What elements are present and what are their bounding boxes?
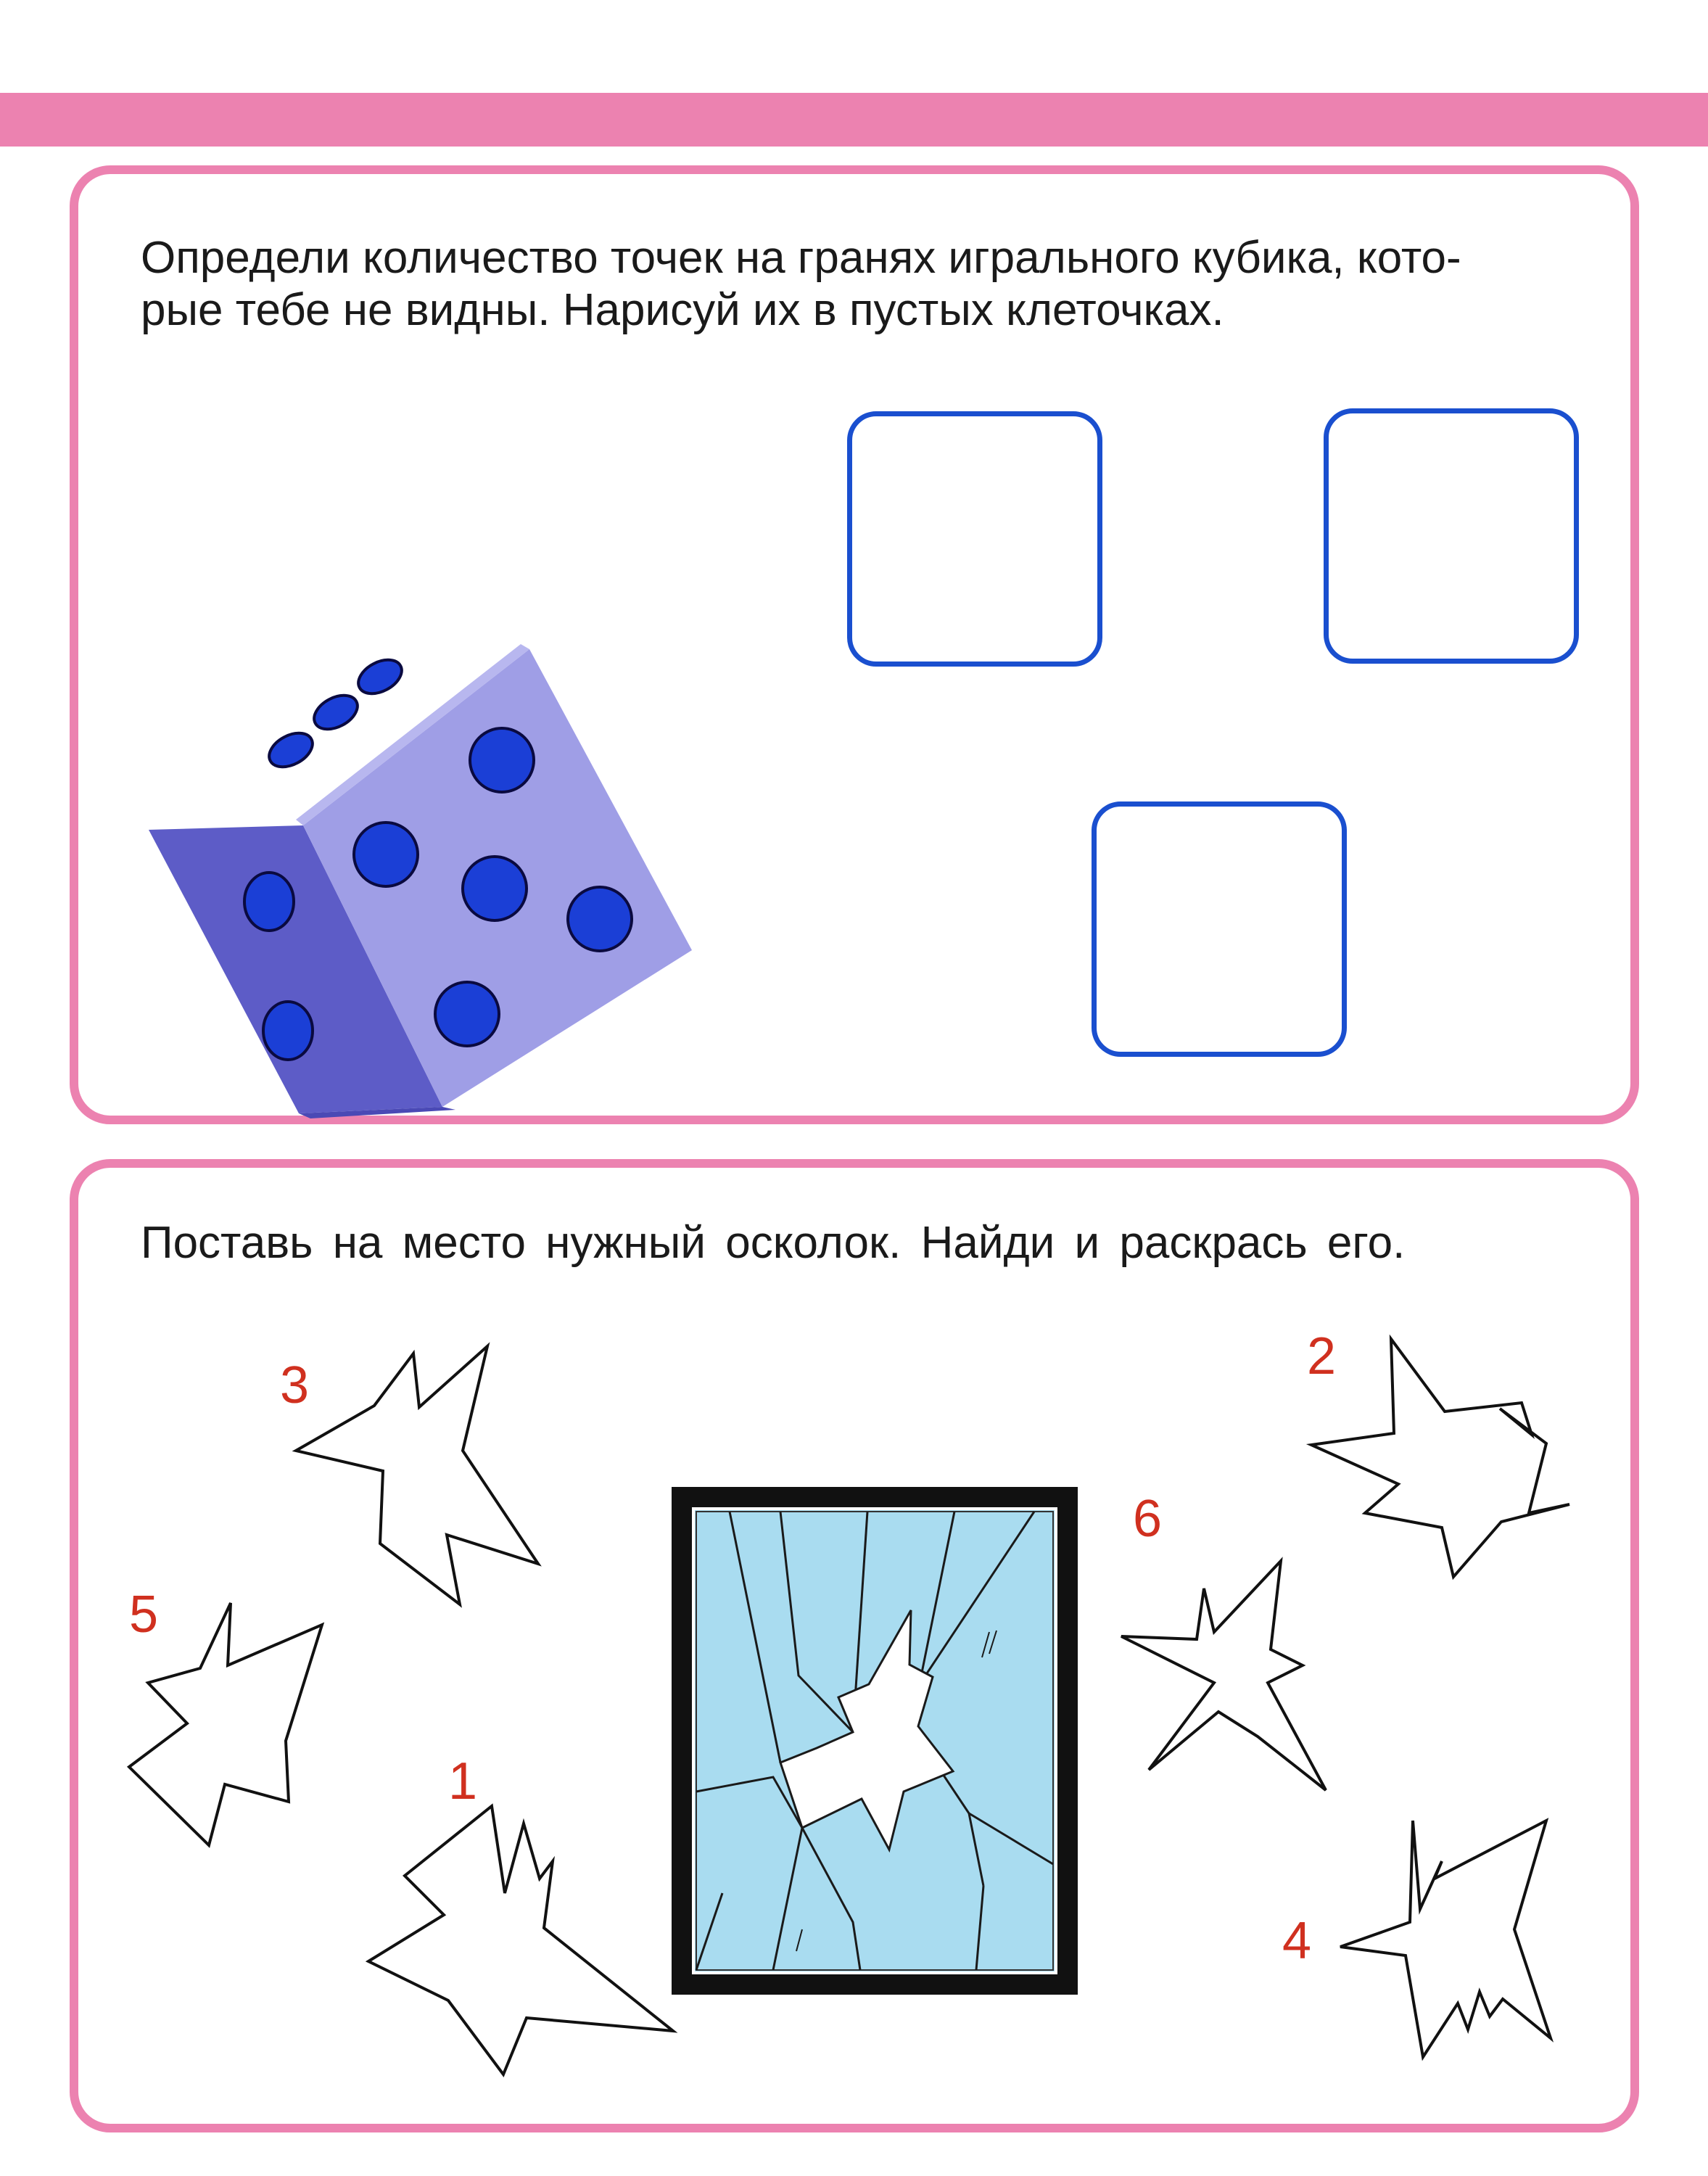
die-front-dot (470, 728, 534, 792)
die-side-dot (263, 1002, 313, 1060)
task-1-instruction (141, 232, 1591, 337)
shard-label-1: 1 (448, 1752, 478, 1810)
dice (86, 479, 738, 1030)
die-top-dot (308, 688, 363, 735)
task-1-instruction-line-2: рые тебе не видны. Нарисуй их в пустых клеточках. (141, 285, 1224, 335)
shard-1[interactable] (368, 1806, 673, 2074)
shard-3[interactable] (296, 1320, 557, 1610)
die-side-dot (244, 873, 294, 931)
die-front-dot (435, 982, 499, 1046)
empty-answer-cell-2[interactable] (1324, 408, 1579, 664)
die-front-dot (354, 823, 418, 886)
die-front-dot (463, 857, 527, 920)
shard-label-5: 5 (129, 1586, 159, 1644)
die-front-dot (568, 887, 632, 951)
task-1-instruction-line-1: Определи количество точек на гранях игрального кубика, кото- (141, 233, 1461, 283)
die-top-dot (352, 653, 407, 700)
task-2-instruction: Поставь на место нужный осколок. Найди и раскрась его. (141, 1218, 1406, 1268)
shard-label-6: 6 (1133, 1490, 1163, 1548)
shard-4[interactable] (1340, 1821, 1572, 2060)
empty-answer-cell-1[interactable] (847, 411, 1102, 667)
task-panel-broken-window (70, 1159, 1639, 2132)
empty-answer-cell-3[interactable] (1092, 801, 1347, 1057)
die-top-dot (263, 726, 318, 773)
shard-5[interactable] (129, 1603, 361, 1871)
task-panel-dice (70, 165, 1639, 1124)
top-color-band (0, 93, 1708, 147)
shard-label-4: 4 (1282, 1912, 1312, 1970)
shard-label-2: 2 (1307, 1327, 1337, 1385)
shard-6[interactable] (1121, 1545, 1353, 1792)
broken-window (672, 1487, 1078, 1995)
shard-label-3: 3 (280, 1356, 310, 1414)
